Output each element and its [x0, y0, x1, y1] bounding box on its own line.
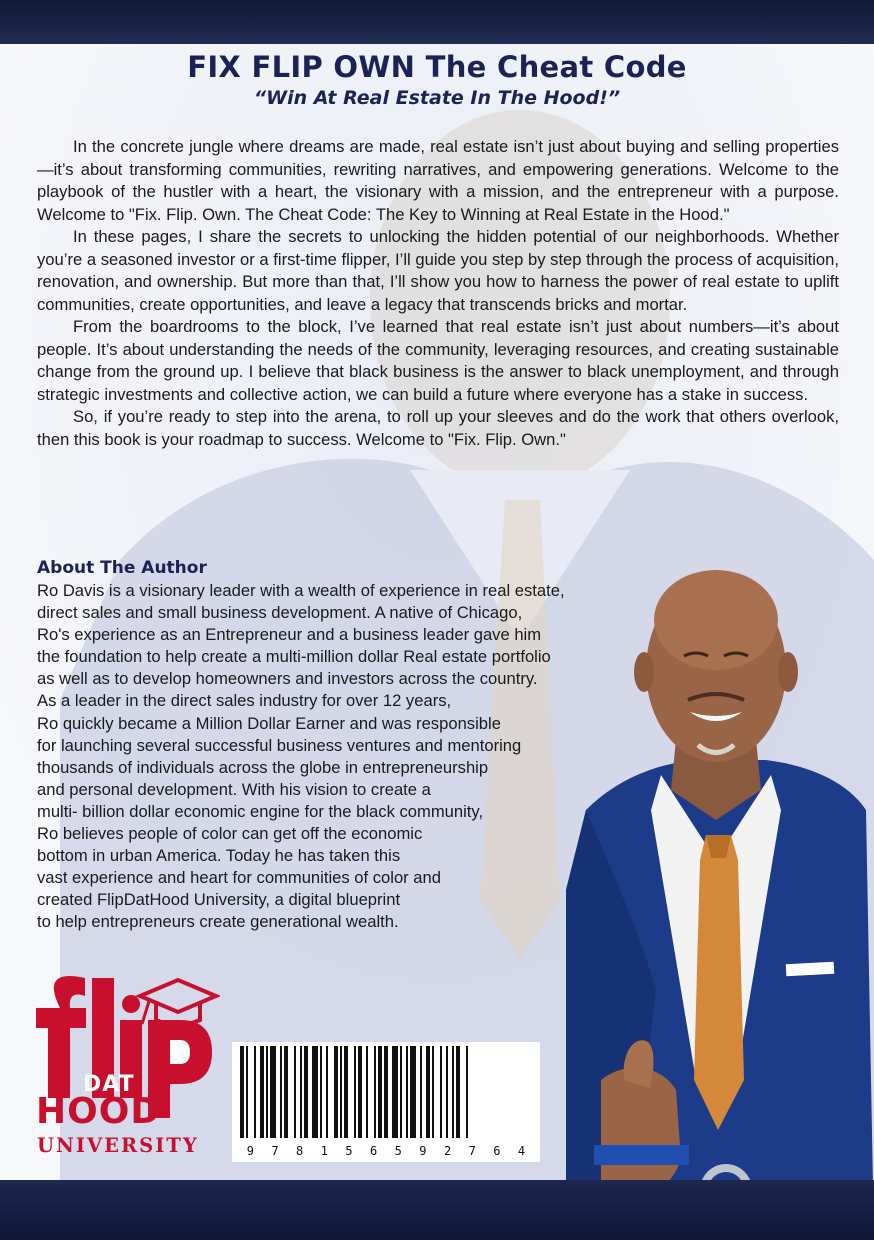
about-line: Ro's experience as an Entrepreneur and a business leader gave him: [37, 625, 542, 645]
about-line: for launching several successful business ventures and mentoring: [37, 735, 522, 755]
barcode-digit: 7: [468, 1144, 476, 1158]
barcode-bar: [270, 1046, 276, 1138]
barcode-bar: [378, 1046, 382, 1138]
logo-hood: HOOD: [36, 1091, 162, 1132]
barcode-bar: [280, 1046, 282, 1138]
intro-paragraph: In these pages, I share the secrets to unlocking the hidden potential of our neighborhoods. Whether you’re a seasoned investor or a first-time flipper, I’ll guide you step by step through the process of acquisition, renovation, and ownership. But more than that, I’ll show you how to harness the power of real estate to uplift communities, create opportunities, and leave a legacy that transcends bricks and mortar.: [37, 227, 839, 314]
barcode-bar: [344, 1046, 348, 1138]
barcode-bar: [320, 1046, 322, 1138]
barcode-digit: 5: [394, 1144, 402, 1158]
barcode-bar: [304, 1046, 308, 1138]
about-line: direct sales and small business development. A native of Chicago,: [37, 603, 523, 623]
barcode-digit: 4: [517, 1144, 526, 1158]
barcode-digit: 5: [345, 1144, 353, 1158]
barcode-bar: [446, 1046, 448, 1138]
barcode-bar: [452, 1046, 454, 1138]
barcode-bar: [294, 1046, 296, 1138]
barcode-digits: [232, 1144, 540, 1158]
about-line: and personal development. With his vision to create a: [37, 779, 431, 799]
barcode-bar: [392, 1046, 398, 1138]
barcode-bar: [456, 1046, 460, 1138]
barcode-bar: [284, 1046, 288, 1138]
about-line: Ro quickly became a Million Dollar Earner and was responsible: [37, 713, 501, 733]
about-line: as well as to develop homeowners and investors across the country.: [37, 669, 538, 689]
about-line: bottom in urban America. Today he has taken this: [37, 846, 401, 866]
about-line: As a leader in the direct sales industry for over 12 years,: [37, 691, 452, 711]
intro-text: [37, 136, 839, 451]
barcode-bar: [260, 1046, 264, 1138]
barcode-bar: [300, 1046, 302, 1138]
barcode-digit: 8: [296, 1144, 304, 1158]
barcode-bar: [420, 1046, 422, 1138]
about-line: created FlipDatHood University, a digital blueprint: [37, 890, 401, 910]
book-subtitle: “Win At Real Estate In The Hood!”: [253, 87, 621, 109]
intro-paragraph: So, if you’re ready to step into the arena, to roll up your sleeves and do the work that others overlook, then this book is your roadmap to success. Welcome to "Fix. Flip. Own.": [37, 407, 839, 449]
logo-dat: DAT: [83, 1072, 135, 1097]
about-line: multi- billion dollar economic engine for the black community,: [37, 801, 484, 821]
barcode-bar: [334, 1046, 338, 1138]
about-line: the foundation to help create a multi-million dollar Real estate portfolio: [37, 647, 551, 667]
barcode-bar: [440, 1046, 442, 1138]
barcode-bar: [358, 1046, 362, 1138]
barcode-bar: [354, 1046, 356, 1138]
about-line: vast experience and heart for communities of color and: [37, 868, 441, 888]
barcode-digit: 6: [369, 1144, 378, 1158]
about-heading: About The Author: [37, 558, 207, 578]
barcode-bars: [232, 1042, 540, 1142]
top-band: [0, 0, 874, 44]
barcode-bar: [410, 1046, 416, 1138]
barcode-bar: [432, 1046, 434, 1138]
author-photo: [566, 560, 874, 1240]
barcode-bar: [254, 1046, 256, 1138]
barcode-bar: [340, 1046, 342, 1138]
bottom-band: [0, 1180, 874, 1240]
about-text: [37, 580, 637, 934]
book-title: FIX FLIP OWN The Cheat Code: [187, 50, 687, 84]
logo-university: UNIVERSITY: [37, 1134, 199, 1157]
barcode-bar: [466, 1046, 468, 1138]
about-line: thousands of individuals across the globe in entrepreneurship: [37, 757, 489, 777]
barcode-bar: [266, 1046, 268, 1138]
barcode-digit: 9: [419, 1144, 427, 1158]
barcode-bar: [374, 1046, 376, 1138]
barcode-bar: [366, 1046, 368, 1138]
barcode-digit: 9: [246, 1144, 254, 1158]
barcode-bar: [400, 1046, 402, 1138]
about-line: Ro believes people of color can get off the economic: [37, 824, 423, 844]
barcode-bar: [312, 1046, 318, 1138]
intro-paragraph: In the concrete jungle where dreams are made, real estate isn’t just about buying and selling properties—it’s about transforming communities, rewriting narratives, and empowering generations. Welcome to the playbook of the hustler with a heart, the visionary with a mission, and the entrepreneur with a purpose. Welcome to "Fix. Flip. Own. The Cheat Code: The Key to Winning at Real Estate in the Hood.": [37, 137, 839, 224]
about-line: Ro Davis is a visionary leader with a wealth of experience in real estate,: [37, 581, 565, 600]
barcode-bar: [240, 1046, 244, 1138]
barcode-bar: [384, 1046, 388, 1138]
barcode-digit: 1: [320, 1144, 328, 1158]
barcode-digit: 6: [493, 1144, 501, 1158]
intro-paragraph: From the boardrooms to the block, I’ve learned that real estate isn’t just about numbers—it’s about people. It’s about understanding the needs of the community, leveraging resources, and creating sustainable change from the ground up. I believe that black business is the answer to black unemployment, and through strategic investments and collective action, we can build a future where everyone has a stake in success.: [37, 317, 839, 404]
barcode-bar: [326, 1046, 328, 1138]
barcode-digit: 7: [271, 1144, 279, 1158]
about-line: to help entrepreneurs create generational wealth.: [37, 912, 399, 932]
barcode-digit: 2: [443, 1144, 452, 1158]
graduation-cap-icon: [140, 980, 216, 1012]
barcode-bar: [406, 1046, 408, 1138]
barcode-bar: [246, 1046, 248, 1138]
barcode-bar: [426, 1046, 430, 1138]
isbn-barcode: [232, 1042, 540, 1162]
